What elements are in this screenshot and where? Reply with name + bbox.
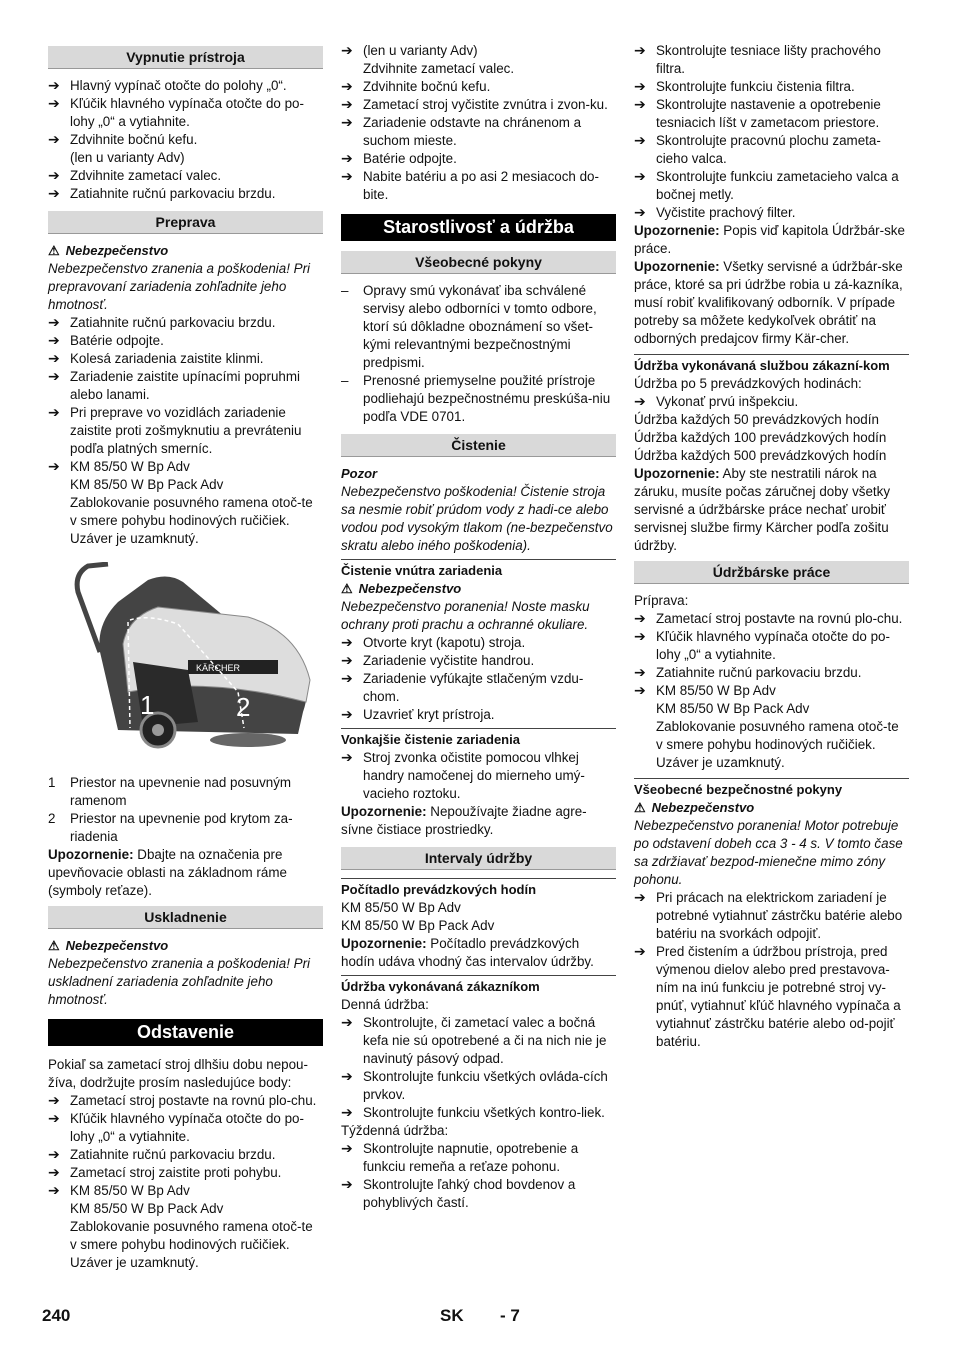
column-3 xyxy=(634,42,909,1051)
list-item: ➔ Hlavný vypínač otočte do polohy „0“. xyxy=(48,77,323,95)
list-item: ➔ Pri preprave vo vozidlách zariadenie zaistite proti zošmyknutiu a prevráteniu podľa platných smerníc. xyxy=(48,404,323,458)
list-item: ➔ Skontrolujte napnutie, opotrebenie a funkciu remeňa a reťaze pohonu. xyxy=(341,1140,616,1176)
list-item: ➔ Otvorte kryt (kapotu) stroja. xyxy=(341,634,616,652)
list-item: ➔ Vykonať prvú inšpekciu. xyxy=(634,393,909,411)
list-item: ➔ Zariadenie odstavte na chránenom a suchom mieste. xyxy=(341,114,616,150)
list-item: KM 85/50 W Bp Pack Adv xyxy=(656,701,810,716)
list-item: Zablokovanie posuvného ramena otoč-te v smere pohybu hodinových ručičiek. Uzáver je uzamknutý. xyxy=(70,1219,313,1270)
preprava-warning-text: Nebezpečenstvo zranenia a poškodenia! Pri prepravovaní zariadenia zohľadnite jeho hmotnosť. xyxy=(48,261,311,312)
bezpecnostne-list xyxy=(634,889,909,1051)
list-item: KM 85/50 W Bp Adv xyxy=(341,900,461,915)
list-item: Zablokovanie posuvného ramena otoč-te v smere pohybu hodinových ručičiek. Uzáver je uzamknutý. xyxy=(70,495,313,546)
list-item: (len u varianty Adv) xyxy=(70,150,185,165)
note-preprava: Upozornenie: Dbajte na označenia pre upevňovacie oblasti na základnom ráme (symboly reťaze). xyxy=(48,847,287,898)
list-item: ➔ Kľúčik hlavného vypínača otočte do po-lohy „0“ a vytiahnite. xyxy=(48,95,323,131)
list-item: ➔ KM 85/50 W Bp Adv xyxy=(48,1182,323,1200)
odstavenie-cont-indent: Zdvihnite zametací valec. xyxy=(363,61,515,76)
vseobecne-list xyxy=(341,282,616,426)
brand-logo: KÄRCHER xyxy=(196,663,241,673)
odstavenie-text: Pokiaľ sa zametací stroj dlhšiu dobu nepou-žíva, dodržujte prosím nasledujúce body: xyxy=(48,1057,308,1090)
vonkajsie-list xyxy=(341,749,616,803)
list-item: ➔ Zametací stroj postavte na rovnú plo-chu. xyxy=(48,1092,323,1110)
list-item: ➔ Uzavrieť kryt prístroja. xyxy=(341,706,616,724)
list-item: ➔ Batérie odpojte. xyxy=(48,332,323,350)
list-item: ➔ Zametací stroj postavte na rovnú plo-chu. xyxy=(634,610,909,628)
column-1 xyxy=(48,42,323,1272)
list-item: ➔ Zatiahnite ručnú parkovaciu brzdu. xyxy=(48,314,323,332)
heading-vseobecne: Všeobecné pokyny xyxy=(341,251,616,274)
note-zaruka: Upozornenie: Aby ste nestratili nárok na záruku, musíte počas záručnej doby všetky servisné a údržbárske práce nechať urobiť servisnej službe firmy Kärcher podľa zošitu údržby. xyxy=(634,466,891,553)
tyzdenna-cont-list xyxy=(634,42,909,222)
preprava-indent xyxy=(48,476,323,548)
heading-uskladnenie: Uskladnenie xyxy=(48,906,323,929)
heading-odstavenie: Odstavenie xyxy=(48,1019,323,1046)
list-item: ➔ Zatiahnite ručnú parkovaciu brzdu. xyxy=(634,664,909,682)
figure-number-1: 1 xyxy=(140,690,155,720)
legend-item-1: 1 Priestor na upevnenie nad posuvným ramenom xyxy=(48,775,292,808)
list-item: ➔ Skontrolujte pracovnú plochu zameta-cieho valca. xyxy=(634,132,909,168)
tyzdenna-label: Týždenná údržba: xyxy=(341,1123,449,1138)
warning-label: ⚠ Nebezpečenstvo xyxy=(341,581,462,596)
list-item: ➔ Stroj zvonka očistite pomocou vlhkej handry namočenej do mierneho umý-vacieho roztoku. xyxy=(341,749,616,803)
list-item: KM 85/50 W Bp Pack Adv xyxy=(70,477,224,492)
vnutra-warning-text: Nebezpečenstvo poranenia! Noste masku ochrany proti prachu a ochranné okuliare. xyxy=(341,599,590,632)
denna-label: Denná údržba: xyxy=(341,997,429,1012)
list-item: ➔ Vyčistite prachový filter. xyxy=(634,204,909,222)
heading-sluzba: Údržba vykonávaná službou zákazní-kom xyxy=(634,354,909,375)
heading-udrzbarske: Údržbárske práce xyxy=(634,561,909,584)
page-number: 240 xyxy=(42,1306,71,1325)
heading-zakaznik: Údržba vykonávaná zákazníkom xyxy=(341,975,616,996)
tyzdenna-list xyxy=(341,1140,616,1212)
list-item: ➔ Zametací stroj vyčistite zvnútra i zvon-ku. xyxy=(341,96,616,114)
list-item: ➔ Skontrolujte tesniace lišty prachového filtra. xyxy=(634,42,909,78)
language-code: SK xyxy=(440,1306,464,1325)
heading-starostlivost: Starostlivosť a údržba xyxy=(341,214,616,241)
warning-label: ⚠ Nebezpečenstvo xyxy=(48,243,169,258)
heading-intervaly: Intervaly údržby xyxy=(341,847,616,870)
pocitadlo-models xyxy=(341,899,616,935)
warning-icon: ⚠ xyxy=(48,243,60,258)
udrzba-500h: Údržba každých 500 prevádzkových hodín xyxy=(634,448,887,463)
bezpecnostne-warning-text: Nebezpečenstvo poranenia! Motor potrebuje po odstavení dobeh cca 3 - 4 s. V tomto čase sa zdržiavať bezpod-mienečne mimo zóny pohonu. xyxy=(634,818,903,887)
list-item: ➔ Zariadenie zaistite upínacími popruhmi alebo lanami. xyxy=(48,368,323,404)
list-item: KM 85/50 W Bp Pack Adv xyxy=(341,918,495,933)
list-item: ➔ Zdvihnite zametací valec. xyxy=(48,167,323,185)
list-item: ➔ Skontrolujte funkciu všetkých kontro-liek. xyxy=(341,1104,616,1122)
list-item: ➔ Zdvihnite bočnú kefu. xyxy=(341,78,616,96)
note-pocitadlo: Upozornenie: Počítadlo prevádzkových hodín udáva vhodný čas intervalov údržby. xyxy=(341,936,594,969)
udrzba-100h: Údržba každých 100 prevádzkových hodín xyxy=(634,430,887,445)
list-item: ➔ Skontrolujte funkciu všetkých ovláda-cích prvkov. xyxy=(341,1068,616,1104)
list-item: ➔ Pred čistením a údržbou prístroja, pred výmenou dielov alebo pred prestavova-ním na inú funkciu je potrebné stroj vy-pnúť, vytiahnuť kľúč hlavného vypínača a vytiahnuť zástrčku batérie alebo od-pojiť batériu. xyxy=(634,943,909,1051)
heading-preprava: Preprava xyxy=(48,211,323,234)
odstavenie-list xyxy=(48,1092,323,1200)
list-item: ➔ Skontrolujte funkciu zametacieho valca a bočnej metly. xyxy=(634,168,909,204)
vnutra-list xyxy=(341,634,616,724)
list-item: ➔ Nabite batériu a po asi 2 mesiacoch do-bite. xyxy=(341,168,616,204)
warning-label: ⚠ Nebezpečenstvo xyxy=(634,800,755,815)
pozor-text: Nebezpečenstvo poškodenia! Čistenie stroja sa nesmie robiť prúdom vody z hadi-ce alebo vodou pod vysokým tlakom (ne-bezpečenstvo skratu alebo iného poškodenia). xyxy=(341,484,613,553)
uskladnenie-warning-text: Nebezpečenstvo zranenia a poškodenia! Pri uskladnení zariadenia zohľadnite jeho hmotnosť. xyxy=(48,956,311,1007)
heading-pocitadlo: Počítadlo prevádzkových hodín xyxy=(341,878,616,899)
list-item: ➔ Zariadenie vyfúkajte stlačeným vzdu-chom. xyxy=(341,670,616,706)
udrzba-50h: Údržba každých 50 prevádzkových hodín xyxy=(634,412,879,427)
note-servis: Upozornenie: Všetky servisné a údržbár-ske práce, ktoré sa pri údržbe robia u zá-kazníka, musí robiť kvalifikovaný odborník. V prípade potreby sa môžete kedykoľvek obrátiť na odborných predajcov firmy Kär-cher. xyxy=(634,259,903,346)
warning-icon: ⚠ xyxy=(48,938,60,953)
heading-vonkajsie: Vonkajšie čistenie zariadenia xyxy=(341,728,616,749)
list-item: KM 85/50 W Bp Pack Adv xyxy=(70,1201,224,1216)
priprava-indent xyxy=(634,700,909,772)
warning-icon: ⚠ xyxy=(634,800,646,815)
vypnutie-list xyxy=(48,77,323,203)
list-item: ➔ Zatiahnite ručnú parkovaciu brzdu. xyxy=(48,1146,323,1164)
figure-number-2: 2 xyxy=(236,692,251,722)
list-item: ➔ Batérie odpojte. xyxy=(341,150,616,168)
heading-vypnutie: Vypnutie prístroja xyxy=(48,46,323,69)
list-item: ➔ Kolesá zariadenia zaistite klinmi. xyxy=(48,350,323,368)
udrzba-5h: Údržba po 5 prevádzkových hodinách: xyxy=(634,376,862,391)
machine-illustration xyxy=(48,562,323,762)
list-item: ➔ Skontrolujte ľahký chod bovdenov a pohyblivých častí. xyxy=(341,1176,616,1212)
priprava-list xyxy=(634,610,909,700)
heading-cistenie: Čistenie xyxy=(341,434,616,457)
list-item: ➔ Kľúčik hlavného vypínača otočte do po-lohy „0“ a vytiahnite. xyxy=(48,1110,323,1146)
heading-vnutra: Čistenie vnútra zariadenia xyxy=(341,559,616,580)
odstavenie-cont xyxy=(341,42,616,60)
legend-item-2: 2 Priestor na upevnenie pod krytom za-riadenia xyxy=(48,811,293,844)
list-item: ➔ Kľúčik hlavného vypínača otočte do po-lohy „0“ a vytiahnite. xyxy=(634,628,909,664)
denna-list xyxy=(341,1014,616,1122)
list-item: ➔ Zdvihnite bočnú kefu. xyxy=(48,131,323,149)
odstavenie-cont-list xyxy=(341,78,616,204)
section-page: - 7 xyxy=(500,1306,520,1325)
list-item: ➔ Skontrolujte, či zametací valec a bočná kefa nie sú opotrebené a či na nich nie je navinutý pásový odpad. xyxy=(341,1014,616,1068)
list-item: ➔ Zariadenie vyčistite handrou. xyxy=(341,652,616,670)
list-item: ➔ Skontrolujte funkciu čistenia filtra. xyxy=(634,78,909,96)
column-2 xyxy=(341,42,616,1212)
heading-bezpecnostne: Všeobecné bezpečnostné pokyny xyxy=(634,778,909,799)
list-item: ➔ Zatiahnite ručnú parkovaciu brzdu. xyxy=(48,185,323,203)
warning-icon: ⚠ xyxy=(341,581,353,596)
pozor-label: Pozor xyxy=(341,466,378,481)
list-item: ➔ Zametací stroj zaistite proti pohybu. xyxy=(48,1164,323,1182)
list-item: ➔ (len u varianty Adv) xyxy=(341,42,616,60)
list-item: Zablokovanie posuvného ramena otoč-te v smere pohybu hodinových ručičiek. Uzáver je uzamknutý. xyxy=(656,719,899,770)
preprava-list xyxy=(48,314,323,476)
odstavenie-indent xyxy=(48,1200,323,1272)
list-item: – Opravy smú vykonávať iba schválené servisy alebo odborníci v tomto odbore, ktorí sú dôkladne oboznámení so všet-kými relevantnými bezpečnostnými predpismi. xyxy=(341,282,616,372)
list-item: ➔ Skontrolujte nastavenie a opotrebenie tesniacich líšt v zametacom priestore. xyxy=(634,96,909,132)
sluzba-list xyxy=(634,393,909,411)
warning-label: ⚠ Nebezpečenstvo xyxy=(48,938,169,953)
note-vonkajsie: Upozornenie: Nepoužívajte žiadne agre-sívne čistiace prostriedky. xyxy=(341,804,587,837)
note-popis: Upozornenie: Popis viď kapitola Údržbár-ske práce. xyxy=(634,223,905,256)
list-item: – Prenosné priemyselne použité prístroje podliehajú bezpečnostnému preskúša-niu podľa VDE 0701. xyxy=(341,372,616,426)
list-item: ➔ Pri prácach na elektrickom zariadení je potrebné vytiahnuť zástrčku batérie alebo batériu na svorkách odpojiť. xyxy=(634,889,909,943)
list-item: ➔ KM 85/50 W Bp Adv xyxy=(48,458,323,476)
list-item: ➔ KM 85/50 W Bp Adv xyxy=(634,682,909,700)
priprava-label: Príprava: xyxy=(634,593,689,608)
